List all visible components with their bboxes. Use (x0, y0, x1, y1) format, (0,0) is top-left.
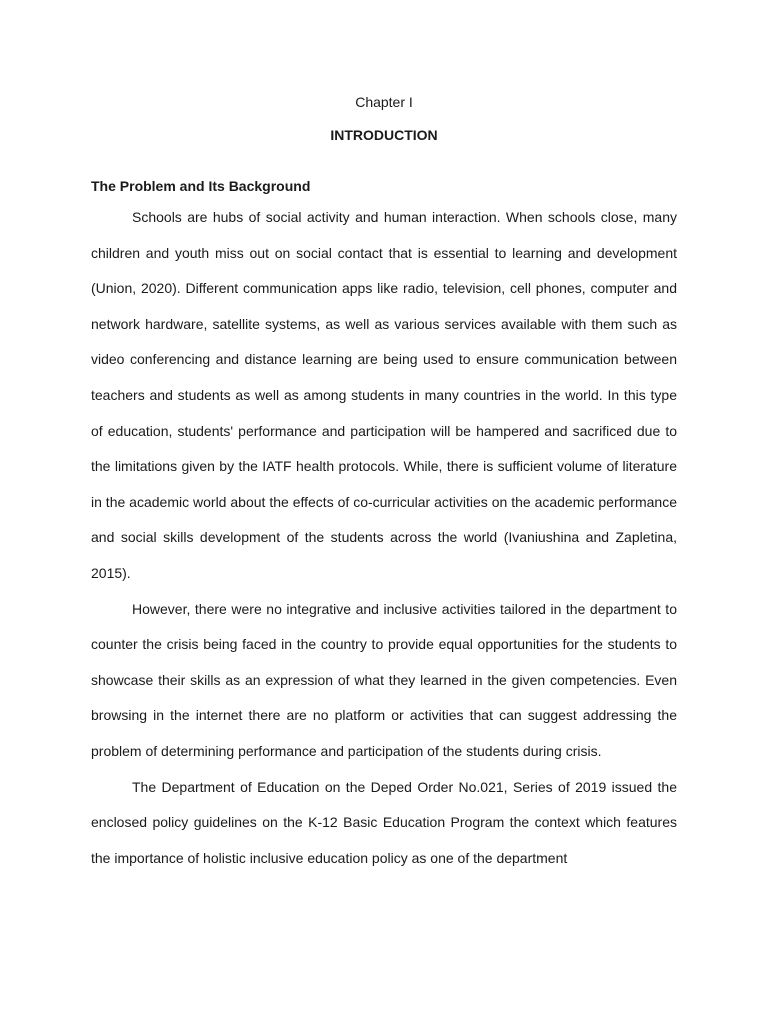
paragraph-2: However, there were no integrative and inclusive activities tailored in the department to counter the crisis being faced in the country to provide equal opportunities for the students to showcase their skills as an expression of what they learned in the given competencies. Even browsing in the internet there are no platform or activities that can suggest addressing the problem of determining performance and participation of the students during crisis. (91, 600, 677, 759)
chapter-title: INTRODUCTION (330, 127, 438, 143)
paragraph-1: Schools are hubs of social activity and human interaction. When schools close, many children and youth miss out on social contact that is essential to learning and development (Union, 2020). Different communication apps like radio, television, cell phones, computer and network hardware, satellite systems, as well as various services available with them such as video conferencing and distance learning are being used to ensure communication between teachers and students as well as among students in many countries in the world. In this type of education, students' performance and participation will be hampered and sacrificed due to the limitations given by the IATF health protocols. While, there is sufficient volume of literature in the academic world about the effects of co-curricular activities on the academic performance and social skills development of the students across the world (Ivaniushina and Zapletina, 2015). (91, 209, 677, 581)
paragraph-3: The Department of Education on the Deped Order No.021, Series of 2019 issued the enclosed policy guidelines on the K-12 Basic Education Program the context which features the importance of holistic inclusive education policy as one of the department (91, 778, 677, 866)
chapter-label: Chapter I (355, 94, 413, 110)
body-text (91, 200, 677, 876)
section-heading: The Problem and Its Background (91, 178, 311, 194)
